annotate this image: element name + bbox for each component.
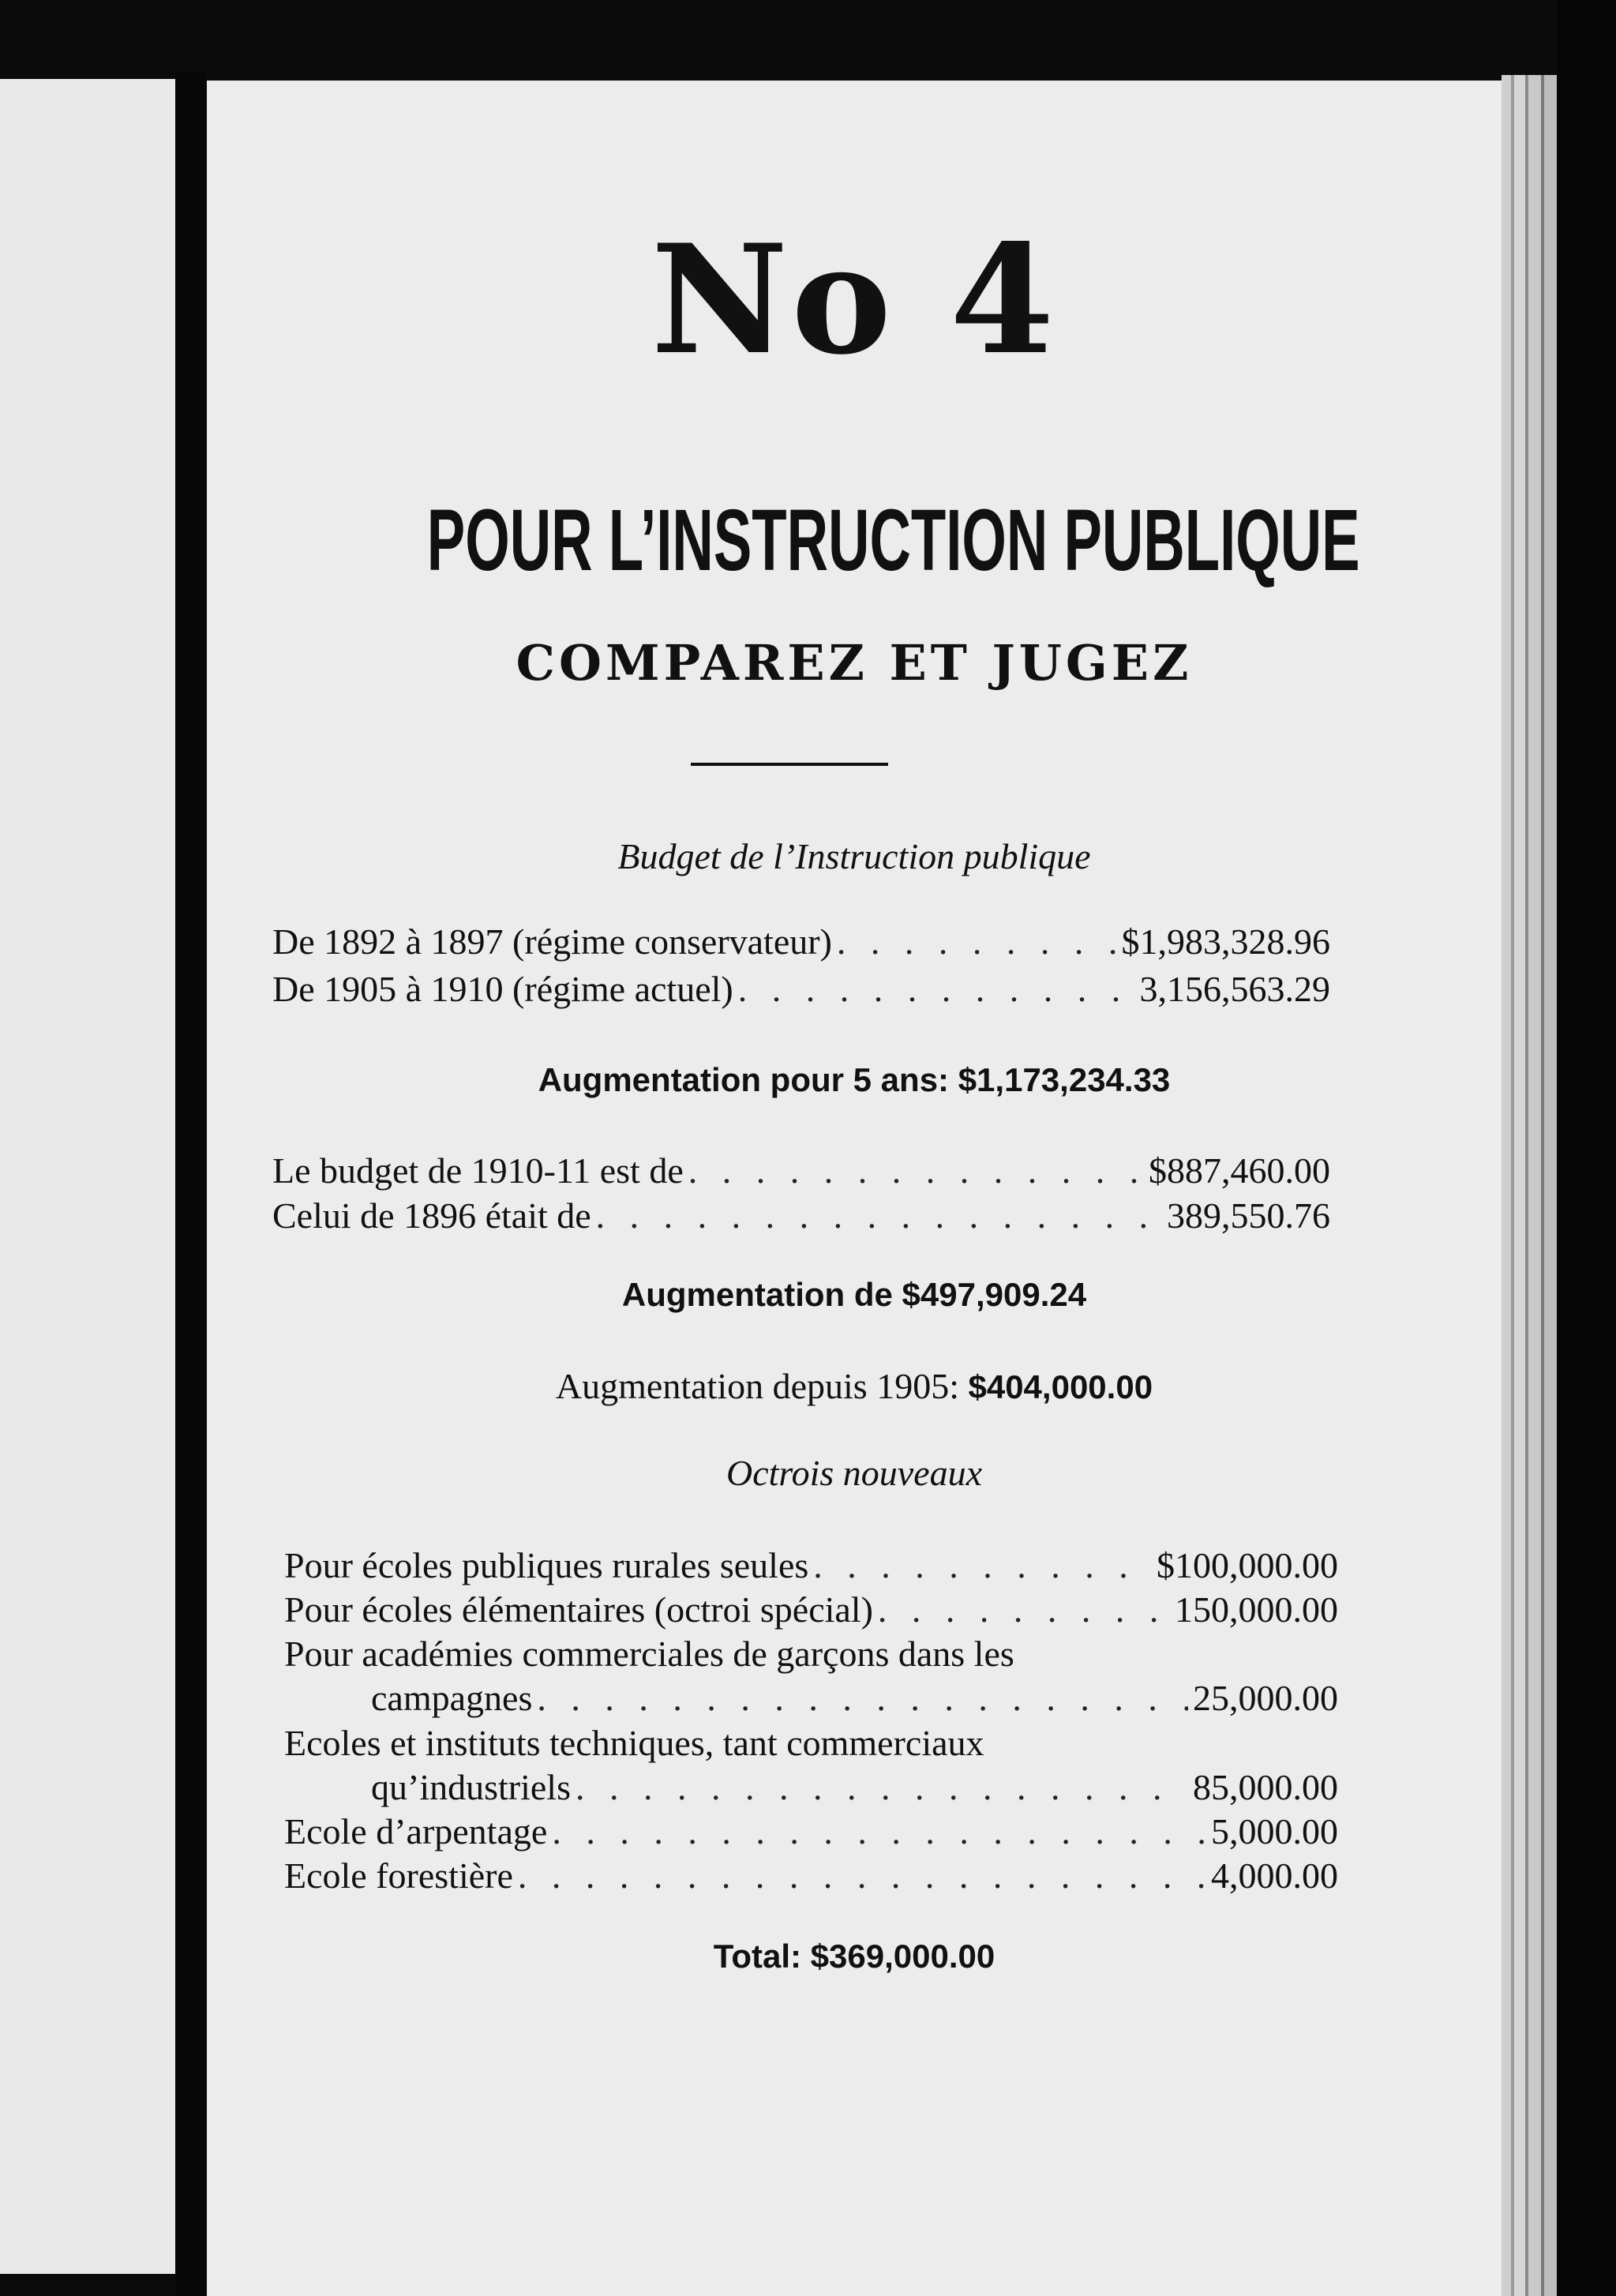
grant-row-amount: 85,000.00 (1193, 1767, 1338, 1807)
budget-row-amount: $1,983,328.96 (1121, 921, 1330, 962)
budget-row-amount: 3,156,563.29 (1139, 969, 1330, 1009)
leader-dots (813, 1544, 1152, 1588)
leader-dots (878, 1588, 1170, 1632)
divider (691, 763, 888, 766)
grant-row (284, 1588, 1338, 1632)
budget-heading: Budget de l’Instruction publique (617, 836, 1091, 876)
leader-dots (596, 1194, 1162, 1238)
leader-dots (688, 1149, 1144, 1193)
grant-row-amount: 150,000.00 (1175, 1589, 1338, 1630)
budget-row (272, 967, 1330, 1011)
left-page-edge (0, 79, 175, 2274)
grant-row-amount: 25,000.00 (1193, 1678, 1338, 1718)
document-number: No 4 (651, 212, 1058, 388)
leader-dots (518, 1854, 1206, 1898)
leader-dots (552, 1810, 1206, 1854)
grant-row-amount: $100,000.00 (1157, 1545, 1338, 1585)
yearly-row-amount: $887,460.00 (1149, 1150, 1330, 1191)
grant-row-label-line1: Pour académies commerciales de garçons dans les (284, 1634, 1014, 1674)
grant-row (284, 1854, 1338, 1898)
grants-total: Total: $369,000.00 (713, 1938, 995, 1975)
leader-dots (576, 1765, 1188, 1810)
page-stack-edge (1502, 75, 1557, 2296)
page-title: POUR L’INSTRUCTION PUBLIQUE (426, 492, 1360, 589)
grant-row-label: Ecole forestière (284, 1855, 513, 1896)
grant-row-label: Pour écoles publiques rurales seules (284, 1545, 809, 1585)
grant-row (371, 1765, 1338, 1810)
yearly-increase: Augmentation de $497,909.24 (621, 1276, 1087, 1313)
grant-row-label: Pour écoles élémentaires (octroi spécial) (284, 1589, 873, 1630)
leader-dots (738, 967, 1135, 1011)
scan-border (1557, 0, 1616, 2296)
grant-row (284, 1544, 1338, 1588)
grant-row-amount: 5,000.00 (1211, 1811, 1338, 1851)
grant-row-label: Ecole d’arpentage (284, 1811, 548, 1851)
yearly-row-amount: 389,550.76 (1167, 1195, 1330, 1236)
page-subtitle: COMPAREZ ET JUGEZ (516, 634, 1193, 692)
yearly-row-label: Le budget de 1910-11 est de (272, 1150, 684, 1191)
budget-row (272, 920, 1330, 964)
yearly-row-label: Celui de 1896 était de (272, 1195, 591, 1236)
grants-heading: Octrois nouveaux (726, 1453, 983, 1493)
leader-dots (837, 920, 1117, 964)
grant-row-label-line1: Ecoles et instituts techniques, tant commerciaux (284, 1723, 984, 1763)
grant-row-label: campagnes (371, 1678, 533, 1718)
increase-since-amount: $404,000.00 (968, 1368, 1153, 1405)
yearly-row (272, 1149, 1330, 1193)
budget-row-label: De 1892 à 1897 (régime conservateur) (272, 921, 832, 962)
yearly-row (272, 1194, 1330, 1238)
grant-row-amount: 4,000.00 (1211, 1855, 1338, 1896)
grant-row-label: qu’industriels (371, 1767, 571, 1807)
grant-row (284, 1810, 1338, 1854)
increase-since-1905 (207, 1364, 1502, 1409)
budget-increase: Augmentation pour 5 ans: $1,173,234.33 (538, 1061, 1171, 1098)
grant-row (371, 1676, 1338, 1720)
book-binding (175, 71, 207, 2296)
increase-since-label: Augmentation depuis 1905: (555, 1366, 959, 1406)
leader-dots (537, 1676, 1188, 1720)
budget-row-label: De 1905 à 1910 (régime actuel) (272, 969, 733, 1009)
